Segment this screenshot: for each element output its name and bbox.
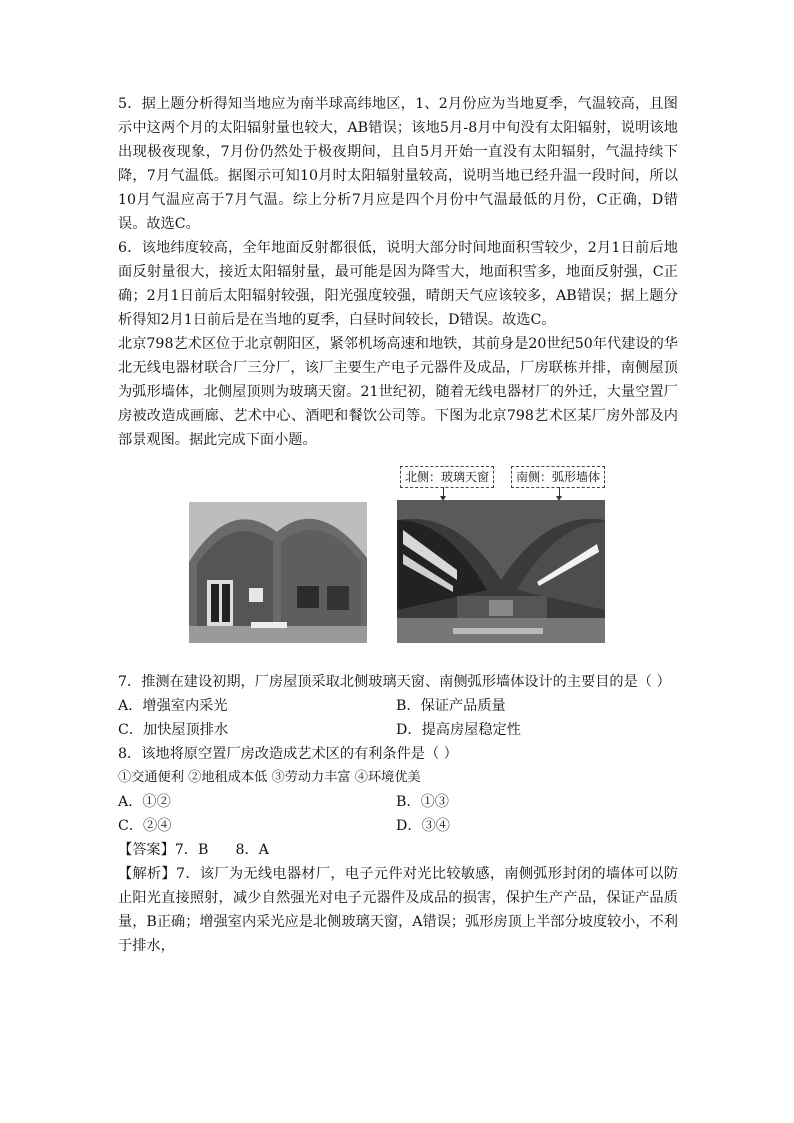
q8-stem: 8．该地将原空置厂房改造成艺术区的有利条件是（ ） (118, 746, 458, 762)
q7-options (118, 694, 678, 742)
q6-explanation: 6．该地纬度较高，全年地面反射都很低，说明大部分时间地面积雪较少，2月1日前后地面反射量很大，接近太阳辐射量，最可能是因为降雪大，地面积雪多，地面反射强，C正确；2月1日前后太阳辐射较强，阳光强度较强，晴朗天气应该较多，AB错误；据上题分析得知2月1日前后是在当地的夏季，白昼时间较长，D错误。故选C。 (118, 240, 678, 328)
q8-options (118, 790, 678, 838)
factory-interior-photo (397, 500, 605, 643)
q8-conditions: ①交通便利 ②地租成本低 ③劳动力丰富 ④环境优美 (118, 770, 421, 785)
q8-option-b[interactable]: B．①③ (396, 794, 449, 810)
north-skylight-label: 北侧：玻璃天窗 (400, 466, 494, 488)
south-arrow-icon (559, 487, 560, 497)
north-arrow-icon (443, 487, 444, 497)
answer-line: 【答案】7．B 8．A (118, 842, 269, 858)
q5-explanation: 5．据上题分析得知当地应为南半球高纬地区，1、2月份应为当地夏季，气温较高，且图示中这两个月的太阳辐射量也较大，AB错误；该地5月-8月中旬没有太阳辐射，说明该地出现极夜现象，7月份仍然处于极夜期间，且自5月开始一直没有太阳辐射，气温持续下降，7月气温低。据图示可知10月时太阳辐射量较高，说明当地已经升温一段时间，所以10月气温应高于7月气温。综上分析7月应是四个月份中气温最低的月份，C正确，D错误。故选C。 (118, 96, 678, 232)
analysis-text: 【解析】7．该厂为无线电器材厂，电子元件对光比较敏感，南侧弧形封闭的墙体可以防止阳光直接照射，减少自然强光对电子元器件及成品的损害，保护生产产品，保证产品质量，B正确；增强室内采光应是北侧玻璃天窗，A错误；弧形房顶上半部分坡度较小，不利于排水， (118, 866, 678, 954)
q8-option-a[interactable]: A．①② (118, 794, 171, 810)
q8-option-c[interactable]: C．②④ (118, 818, 172, 834)
q7-option-b[interactable]: B．保证产品质量 (396, 698, 506, 714)
document-page (118, 92, 678, 958)
south-wall-label: 南侧：弧形墙体 (511, 466, 605, 488)
q7-option-d[interactable]: D．提高房屋稳定性 (396, 722, 521, 738)
factory-figure (118, 466, 678, 664)
q8-option-d[interactable]: D．③④ (396, 818, 450, 834)
q7-option-a[interactable]: A．增强室内采光 (118, 698, 228, 714)
q7-option-c[interactable]: C．加快屋顶排水 (118, 722, 229, 738)
q7-stem: 7．推测在建设初期，厂房屋顶采取北侧玻璃天窗、南侧弧形墙体设计的主要目的是（ ） (118, 674, 671, 690)
material-intro: 北京798艺术区位于北京朝阳区，紧邻机场高速和地铁，其前身是20世纪50年代建设的华北无线电器材联合厂三分厂，该厂主要生产电子元器件及成品，厂房联栋并排，南侧屋顶为弧形墙体，北侧屋顶则为玻璃天窗。21世纪初，随着无线电器材厂的外迁，大量空置厂房被改造成画廊、艺术中心、酒吧和餐饮公司等。下图为北京798艺术区某厂房外部及内部景观图。据此完成下面小题。 (118, 336, 678, 448)
factory-exterior-photo (189, 502, 367, 643)
